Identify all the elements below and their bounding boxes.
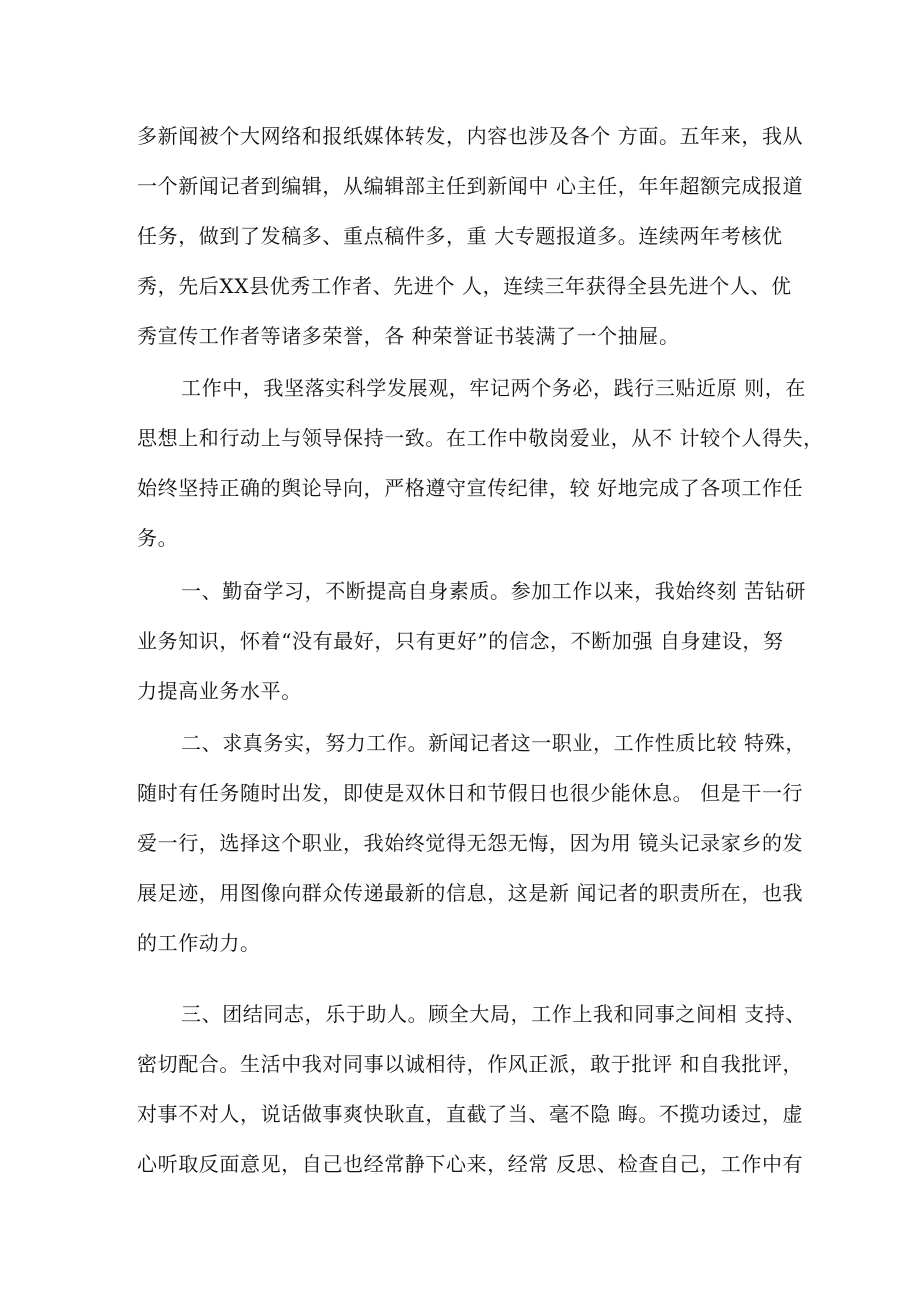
text-line: 多新闻被个大网络和报纸媒体转发，内容也涉及各个 方面。五年来，我从 [137, 124, 804, 148]
text-line: 秀宣传工作者等诸多荣誉，各 种荣誉证书装满了一个抽屉。 [137, 324, 680, 348]
text-line: 随时有任务随时出发，即使是双休日和节假日也很少能休息。 但是干一行 [137, 781, 804, 805]
text-line: 展足迹，用图像向群众传递最新的信息，这是新 闻记者的职责所在，也我 [137, 881, 804, 905]
text-line: 对事不对人，说话做事爽快耿直，直截了当、毫不隐 晦。不揽功诿过，虚 [137, 1102, 804, 1126]
text-line: 的工作动力。 [137, 931, 261, 955]
text-line: 一、勤奋学习，不断提高自身素质。参加工作以来，我始终刻 苦钻研 [181, 579, 806, 603]
text-line: 任务，做到了发稿多、重点稿件多，重 大专题报道多。连续两年考核优 [137, 224, 783, 248]
text-line: 秀，先后XX县优秀工作者、先进个 人，连续三年获得全县先进个人、优 [137, 274, 792, 298]
text-line: 爱一行，选择这个职业，我始终觉得无怨无悔，因为用 镜头记录家乡的发 [137, 831, 804, 855]
text-line: 三、团结同志，乐于助人。顾全大局，工作上我和同事之间相 支持、 [181, 1002, 806, 1026]
text-line: 务。 [137, 526, 179, 550]
text-line: 力提高业务水平。 [137, 679, 302, 703]
text-line: 一个新闻记者到编辑，从编辑部主任到新闻中 心主任，年年超额完成报道 [137, 174, 804, 198]
text-line: 密切配合。生活中我对同事以诚相待，作风正派，敢于批评 和自我批评， [137, 1052, 804, 1076]
text-line: 业务知识，怀着“没有最好，只有更好”的信念，不断加强 自身建设，努 [137, 629, 784, 653]
text-line: 始终坚持正确的舆论导向，严格遵守宣传纪律，较 好地完成了各项工作任 [137, 476, 804, 500]
text-line: 二、求真务实，努力工作。新闻记者这一职业，工作性质比较 特殊， [181, 731, 806, 755]
text-line: 思想上和行动上与领导保持一致。在工作中敬岗爱业，从不 计较个人得失， [137, 426, 824, 450]
text-line: 心听取反面意见，自己也经常静下心来，经常 反思、检查自己，工作中有 [137, 1152, 804, 1176]
text-line: 工作中，我坚落实科学发展观，牢记两个务必，践行三贴近原 则，在 [181, 376, 806, 400]
